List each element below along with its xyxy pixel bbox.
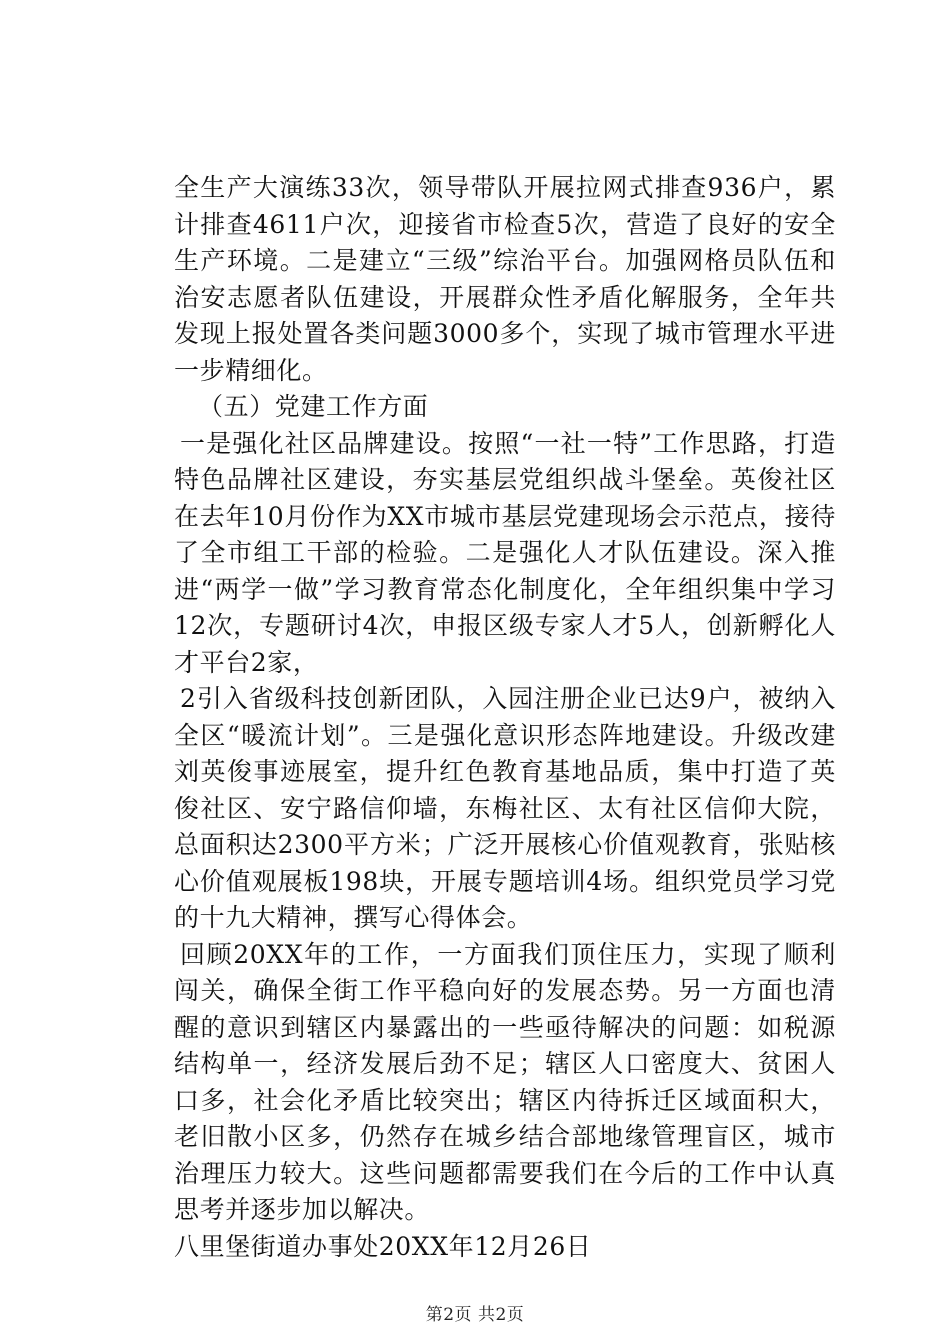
paragraph-safety-grid: 全生产大演练33次，领导带队开展拉网式排查936户，累计排查4611户次，迎接省市检查5次，营造了良好的安全生产环境。二是建立“三级”综治平台。加强网格员队伍和治安志愿者队伍建设，开展群众性矛盾化解服务，全年共发现上报处置各类问题3000多个，实现了城市管理水平进一步精细化。 (174, 173, 836, 385)
paragraph-review: 回顾20XX年的工作，一方面我们顶住压力，实现了顺利闯关，确保全街工作平稳向好的发展态势。另一方面也清醒的意识到辖区内暴露出的一些亟待解决的问题：如税源结构单一，经济发展后劲不足；辖区人口密度大、贫困人口多，社会化矛盾比较突出；辖区内待拆迁区域面积大，老旧散小区多，仍然存在城乡结合部地缘管理盲区，城市治理压力较大。这些问题都需要我们在今后的工作中认真思考并逐步加以解决。 (174, 939, 836, 1224)
paragraph-ideology: 2引入省级科技创新团队，入园注册企业已达9户，被纳入全区“暖流计划”。三是强化意识形态阵地建设。升级改建刘英俊事迹展室，提升红色教育基地品质，集中打造了英俊社区、安宁路信仰墙，东梅社区、太有社区信仰大院，总面积达2300平方米；广泛开展核心价值观教育，张贴核心价值观展板198块，开展专题培训4场。组织党员学习党的十九大精神，撰写心得体会。 (174, 684, 836, 932)
page-number-footer: 第2页 共2页 (425, 1305, 525, 1325)
document-body (174, 170, 836, 1265)
paragraph-party-building: 一是强化社区品牌建设。按照“一社一特”工作思路，打造特色品牌社区建设，夯实基层党组织战斗堡垒。英俊社区在去年10月份作为XX市城市基层党建现场会示范点，接待了全市组工干部的检验。二是强化人才队伍建设。深入推进“两学一做”学习教育常态化制度化，全年组织集中学习12次，专题研讨4次，申报区级专家人才5人，创新孵化人才平台2家， (174, 428, 836, 677)
signature-line: 八里堡街道办事处20XX年12月26日 (174, 1231, 592, 1261)
section-heading-party-building: （五）党建工作方面 (198, 392, 429, 421)
